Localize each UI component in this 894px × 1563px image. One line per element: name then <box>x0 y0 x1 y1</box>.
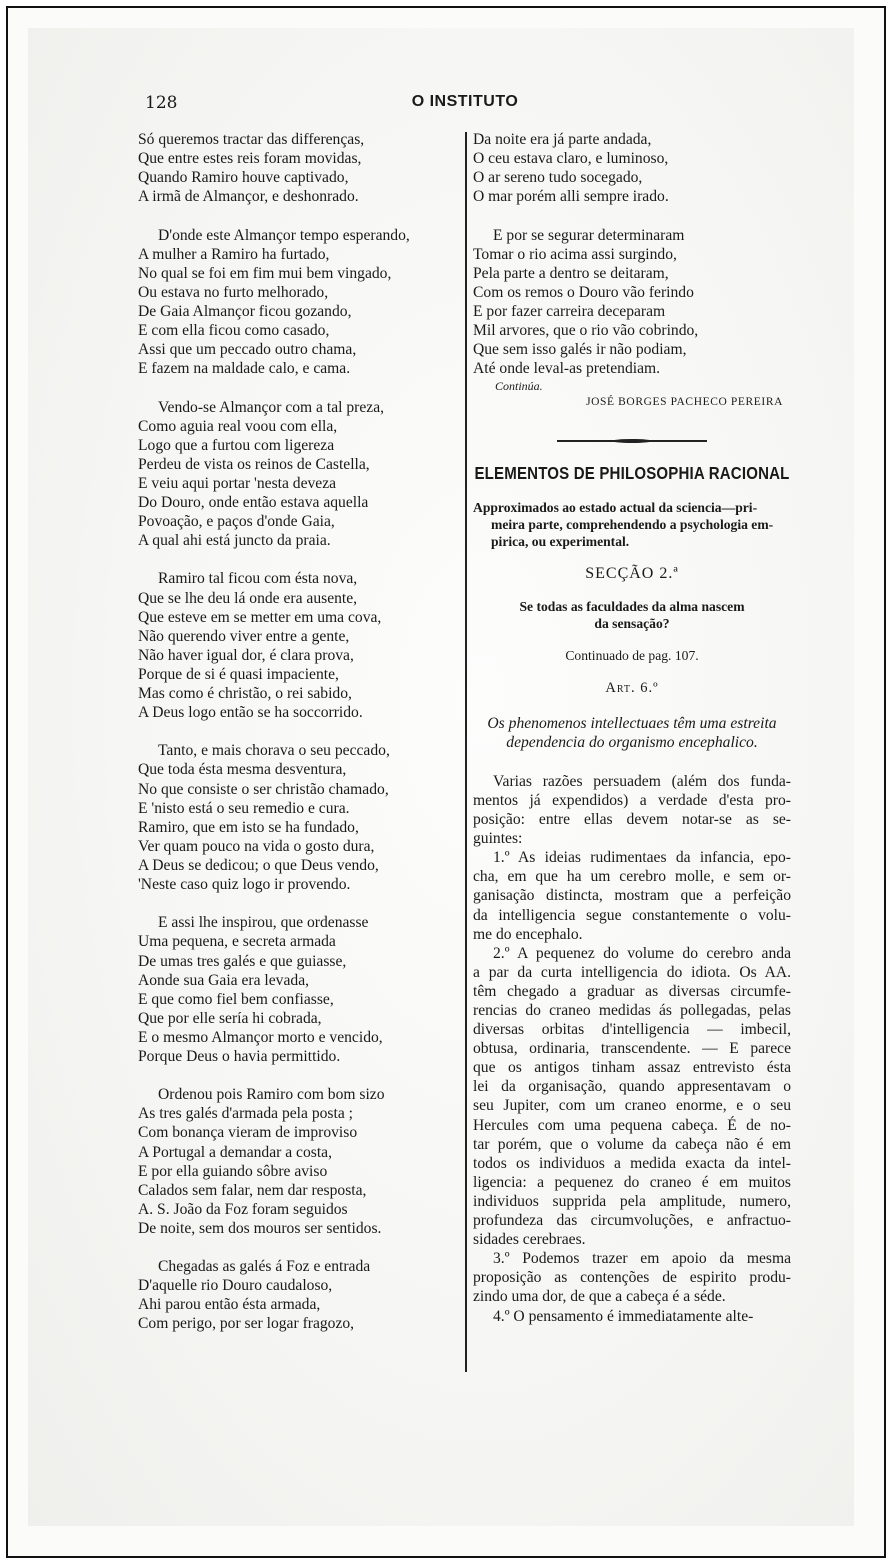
verse-line: No que consiste o ser christão chamado, <box>138 780 389 798</box>
body-text <box>473 772 791 1326</box>
verse-line: O ar sereno tudo socegado, <box>473 169 643 187</box>
subtitle-line: pirica, ou experimental. <box>491 534 630 550</box>
verse-line: Vendo-se Almançor com a tal preza, <box>158 398 385 416</box>
verse-line: Que esteve em se metter em uma cova, <box>138 608 382 626</box>
thesis-line: dependencia do organismo encephalico. <box>506 733 758 751</box>
verse-line: Que entre estes reis foram movidas, <box>138 150 362 168</box>
continued-note: Continuado de pag. 107. <box>565 647 699 663</box>
verse-line: Que toda ésta mesma desventura, <box>138 761 347 779</box>
stanza <box>138 1085 458 1238</box>
section-separator <box>557 440 707 442</box>
paragraph-line: individuos supprida pela amplitude, numero, <box>473 1192 791 1210</box>
paragraph-line: ligencia: a pequenez do craneo é em muitos <box>473 1173 791 1191</box>
verse-line: E fazem na maldade calo, e cama. <box>138 360 351 378</box>
stanza <box>138 569 458 722</box>
poem-continuation <box>473 130 791 378</box>
article-title: ELEMENTOS DE PHILOSOPHIA RACIONAL <box>474 463 790 484</box>
verse-line: Ahi parou então ésta armada, <box>138 1296 321 1314</box>
verse-line: Uma pequena, e secreta armada <box>138 933 336 951</box>
verse-line: A Deus logo então se ha soccorrido. <box>138 704 363 722</box>
verse-line: No qual se foi em fim mui bem vingado, <box>138 264 392 282</box>
article-number: Art. 6.º <box>605 679 659 696</box>
verse-line: Ver quam pouco na vida o gosto dura, <box>138 837 375 855</box>
verse-line: Logo que a furtou com ligereza <box>138 436 335 454</box>
paragraph-line: posição: entre ellas devem notar-se as se- <box>473 811 791 829</box>
stanza <box>473 226 791 379</box>
verse-line: A irmã de Almançor, e deshonrado. <box>138 188 359 206</box>
paragraph-line: cha, em que ha um cerebro molle, e sem or- <box>473 868 791 886</box>
page-number: 128 <box>145 93 178 113</box>
paragraph-line: da intelligencia segue constantemente o volu- <box>473 906 791 924</box>
verse-line: Com perigo, por ser logar fragozo, <box>138 1315 355 1333</box>
verse-line: As tres galés d'armada pela posta ; <box>138 1105 353 1123</box>
paragraph-line: 3.º Podemos trazer em apoio da mesma <box>493 1250 791 1268</box>
verse-line: D'onde este Almançor tempo esperando, <box>158 226 410 244</box>
paragraph-line: zindo uma dor, de que a cabeça é a séde. <box>473 1288 726 1306</box>
subtitle-line: Approximados ao estado actual da sciencia—pri- <box>473 500 758 516</box>
verse-line: Do Douro, onde então estava aquella <box>138 493 369 511</box>
section-heading: SECÇÃO 2.ª <box>585 565 679 583</box>
paragraph-line: sidades cerebraes. <box>473 1231 586 1249</box>
verse-line: E que como fiel bem confiasse, <box>138 990 334 1008</box>
verse-line: A qual ahi está juncto da praia. <box>138 532 331 550</box>
verse-line: Chegadas as galés á Foz e entrada <box>158 1258 371 1276</box>
verse-line: Só queremos tractar das differenças, <box>138 131 365 148</box>
verse-line: E 'nisto está o seu remedio e cura. <box>138 799 350 817</box>
verse-line: O mar porém alli sempre irado. <box>473 188 669 206</box>
verse-line: D'aquelle rio Douro caudaloso, <box>138 1277 333 1295</box>
verse-line: Que por elle sería hi cobrada, <box>138 1009 322 1027</box>
verse-line: Não haver igual dor, é clara prova, <box>138 646 354 664</box>
paragraph-line: mentos já expendidos) a verdade d'esta pro- <box>473 791 791 809</box>
verse-line: De umas tres galés e que guiasse, <box>138 952 347 970</box>
verse-line: Perdeu de vista os reinos de Castella, <box>138 455 370 473</box>
verse-line: Que sem isso galés ir não podiam, <box>473 341 687 359</box>
verse-line: Com os remos o Douro vão ferindo <box>473 283 694 301</box>
section-question <box>473 598 791 632</box>
left-column-poem <box>138 130 458 1353</box>
verse-line: A mulher a Ramiro ha furtado, <box>138 245 330 263</box>
paragraph-line: seu Jupiter, com um craneo enorme, e o seu <box>473 1097 791 1115</box>
stanza <box>138 741 458 894</box>
paragraph-line: que os antigos tinham assaz entrevisto ésta <box>473 1059 791 1077</box>
verse-line: Como aguia real voou com ella, <box>138 417 338 435</box>
verse-line: Tanto, e mais chorava o seu peccado, <box>158 742 390 760</box>
verse-line: E por fazer carreira deceparam <box>473 302 666 320</box>
paragraph-line: 2.º A pequenez do volume do cerebro anda <box>493 944 791 962</box>
verse-line: De Gaia Almançor ficou gozando, <box>138 302 352 320</box>
subtitle-line: meira parte, comprehendendo a psychologia em- <box>491 517 774 533</box>
thesis-statement <box>473 714 791 752</box>
paragraph-line: 4.º O pensamento é immediatamente alte- <box>493 1307 754 1325</box>
article-subtitle <box>473 499 791 550</box>
stanza <box>138 398 458 551</box>
verse-line: Até onde leval-as pretendiam. <box>473 360 661 378</box>
paragraph-line: todos os individuos a medida exacta da intel- <box>473 1154 791 1172</box>
question-line: da sensação? <box>594 615 670 631</box>
verse-line: Tomar o rio acima assi surgindo, <box>473 245 677 263</box>
paragraph-line: lei da organisação, quando appresentavam o <box>473 1078 791 1096</box>
verse-line: A. S. João da Foz foram seguidos <box>138 1200 348 1218</box>
verse-line: Porque Deus o havia permittido. <box>138 1047 341 1065</box>
question-line: Se todas as faculdades da alma nascem <box>519 598 745 614</box>
verse-line: Quando Ramiro houve captivado, <box>138 169 349 187</box>
thesis-line: Os phenomenos intellectuaes têm uma estreita <box>487 714 777 732</box>
verse-line: Povoação, e paços d'onde Gaia, <box>138 513 335 531</box>
stanza <box>138 226 458 379</box>
verse-line: O ceu estava claro, e luminoso, <box>473 150 669 168</box>
paragraph-line: a par da curta intelligencia do idiota. Os AA. <box>473 963 791 981</box>
paragraph-line: Varias razões persuadem (além dos funda- <box>493 772 791 790</box>
verse-line: Pela parte a dentro se deitaram, <box>473 264 669 282</box>
paragraph-line: obtusa, ordinaria, transcendente. — E parece <box>473 1040 791 1058</box>
verse-line: Ramiro, que em isto se ha fundado, <box>138 818 359 836</box>
verse-line: A Portugal a demandar a costa, <box>138 1143 332 1161</box>
verse-line: Assi que um peccado outro chama, <box>138 341 357 359</box>
running-header <box>145 93 785 117</box>
stanza <box>473 130 791 206</box>
verse-line: Da noite era já parte andada, <box>473 131 652 148</box>
verse-line: E por se segurar determinaram <box>493 226 685 244</box>
verse-line: E com ella ficou como casado, <box>138 322 330 340</box>
verse-line: Mil arvores, que o rio vão cobrindo, <box>473 322 699 340</box>
paragraph-line: me do encephalo. <box>473 925 583 943</box>
verse-line: Com bonança vieram de improviso <box>138 1124 358 1142</box>
verse-line: E assi lhe inspirou, que ordenasse <box>158 914 369 932</box>
verse-line: Calados sem falar, nem dar resposta, <box>138 1181 367 1199</box>
verse-line: Mas como é christão, o rei sabido, <box>138 685 352 702</box>
verse-line: E veiu aqui portar 'nesta deveza <box>138 474 337 492</box>
paragraph-line: rencias do craneo medidas ás pollegadas, pelas <box>473 1002 791 1019</box>
paragraph-line: 1.º As ideias rudimentaes da infancia, epo- <box>493 849 791 867</box>
paragraph-line: tar porém, que o volume da cabeça não é em <box>473 1135 791 1153</box>
paragraph-line: proposição as contenções de espirito produ- <box>473 1269 791 1287</box>
paragraph-line: Hercules com uma pequena cabeça. É de no- <box>473 1116 791 1134</box>
verse-line: Não querendo viver entre a gente, <box>138 627 350 645</box>
paragraph-line: diversas orbitas d'intelligencia — imbecil, <box>473 1021 791 1039</box>
journal-title: O INSTITUTO <box>411 93 519 110</box>
verse-line: Ordenou pois Ramiro com bom sizo <box>158 1086 385 1104</box>
verse-line: Aonde sua Gaia era levada, <box>138 971 310 989</box>
verse-line: Ou estava no furto melhorado, <box>138 283 329 301</box>
verse-line: E por ella guiando sôbre aviso <box>138 1162 328 1180</box>
verse-line: E o mesmo Almançor morto e vencido, <box>138 1028 383 1046</box>
verse-line: Ramiro tal ficou com ésta nova, <box>158 570 358 588</box>
paragraph-line: profundeza das circumvoluções, e anfractuo- <box>473 1212 791 1230</box>
column-divider <box>465 132 467 1372</box>
right-column <box>473 130 791 1326</box>
poem-author: JOSÉ BORGES PACHECO PEREIRA <box>586 396 783 409</box>
verse-line: Que se lhe deu lá onde era ausente, <box>138 589 358 607</box>
verse-line: De noite, sem dos mouros ser sentidos. <box>138 1219 382 1237</box>
stanza <box>138 130 458 206</box>
verse-line: A Deus se dedicou; o que Deus vendo, <box>138 856 379 874</box>
continua-note: Continúa. <box>495 379 543 394</box>
paragraph-line: têm chegado a graduar as diversas circumfe- <box>473 982 791 1000</box>
verse-line: 'Neste caso quiz logo ir provendo. <box>138 876 351 894</box>
stanza <box>138 913 458 1066</box>
paragraph-line: ganisação distincta, mostram que a perfeição <box>473 887 791 905</box>
stanza <box>138 1257 458 1333</box>
verse-line: Porque de si é quasi impaciente, <box>138 665 339 683</box>
paragraph-line: guintes: <box>473 830 523 848</box>
